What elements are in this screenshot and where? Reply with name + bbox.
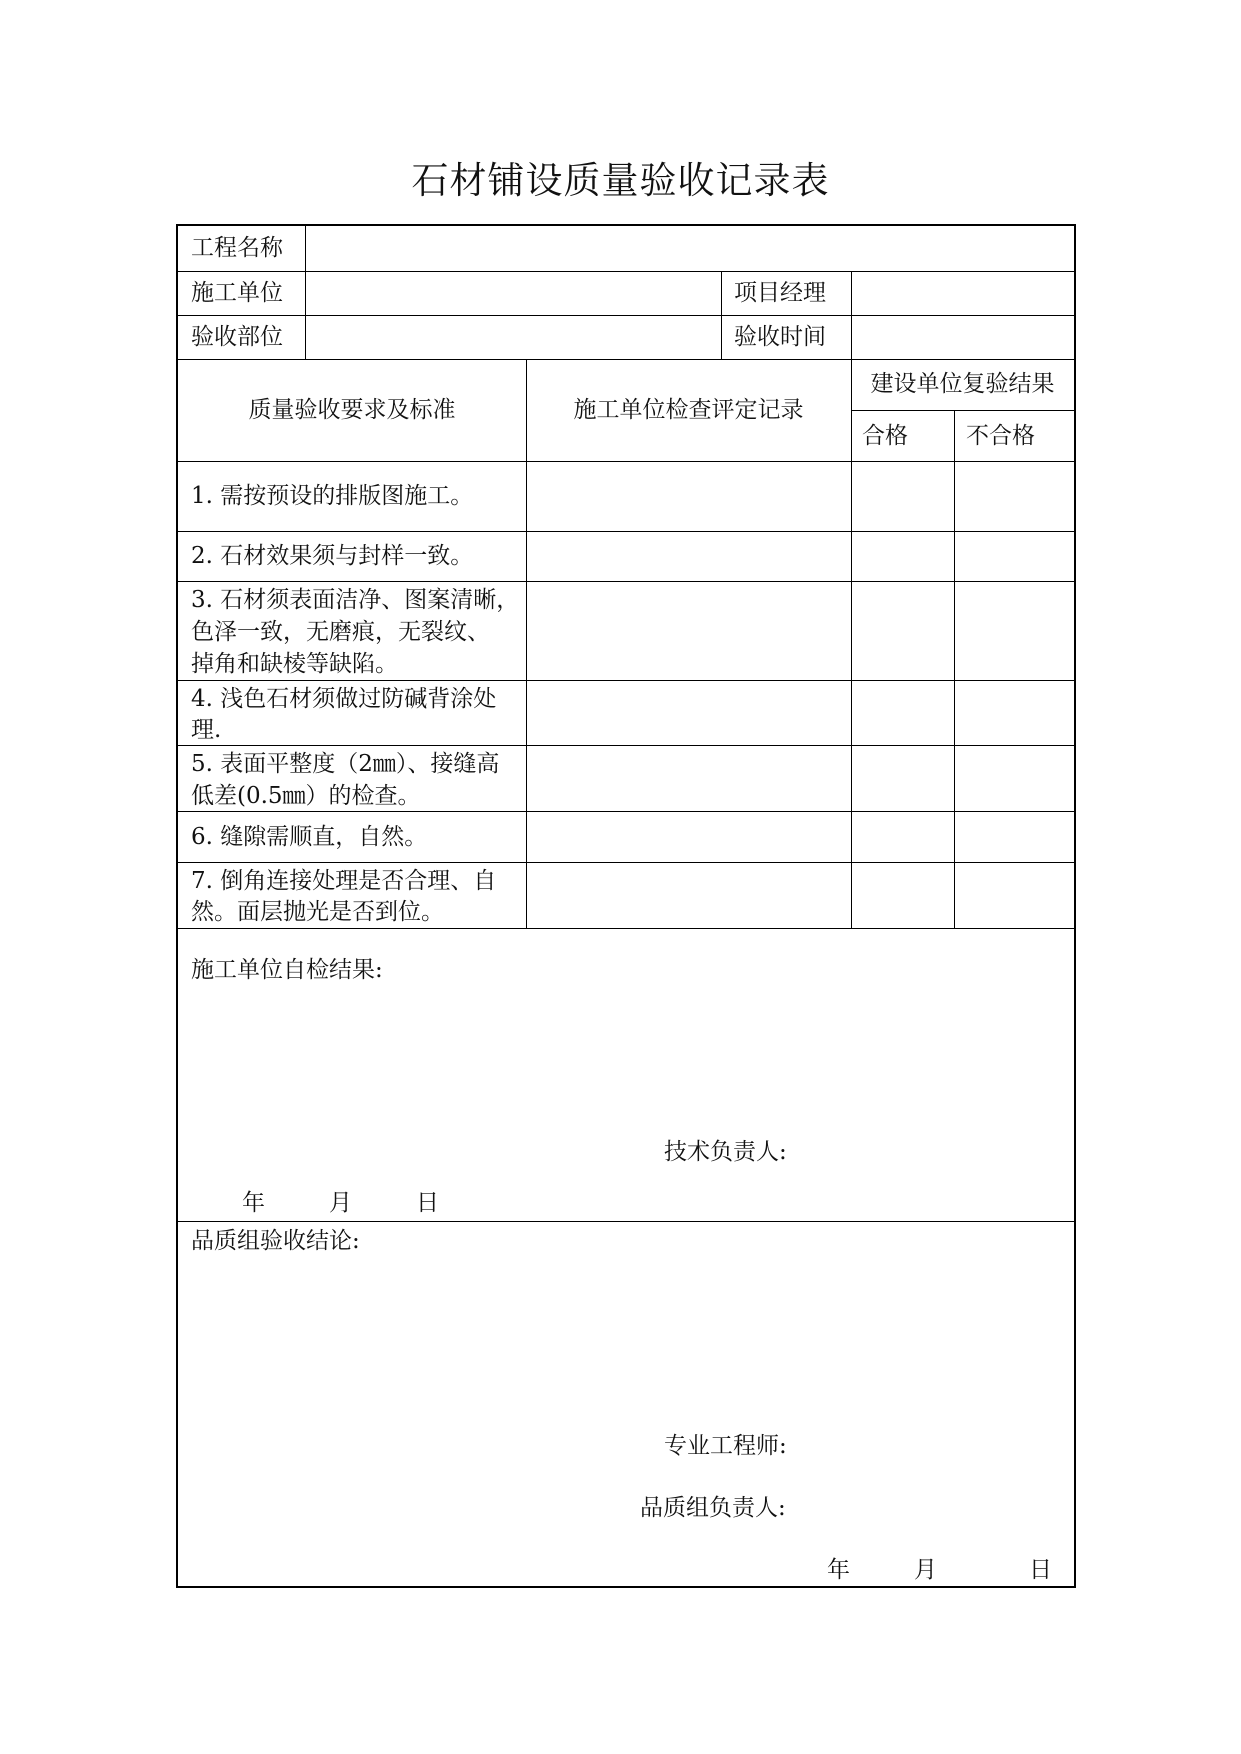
page-title: 石材铺设质量验收记录表 xyxy=(411,159,830,202)
row-divider xyxy=(178,680,1074,681)
quality-group-month: 月 xyxy=(914,1557,937,1583)
requirement-item: 1. 需按预设的排版图施工。 xyxy=(191,483,474,509)
requirement-item: 6. 缝隙需顺直，自然。 xyxy=(191,824,428,850)
project-manager-label: 项目经理 xyxy=(734,280,826,306)
fail-header: 不合格 xyxy=(966,423,1035,449)
quality-group-year: 年 xyxy=(827,1557,850,1583)
requirement-item: 然。面层抛光是否到位。 xyxy=(191,899,444,925)
row-divider xyxy=(178,271,1074,272)
quality-group-day: 日 xyxy=(1029,1557,1052,1583)
col-divider xyxy=(954,410,955,928)
self-check-year: 年 xyxy=(242,1190,265,1216)
row-divider xyxy=(178,862,1074,863)
requirement-item: 5. 表面平整度（2㎜）、接缝高 xyxy=(191,751,500,777)
requirement-item: 7. 倒角连接处理是否合理、自 xyxy=(191,868,497,894)
requirement-item: 低差(0.5㎜）的检查。 xyxy=(191,783,421,809)
row-divider xyxy=(178,928,1074,929)
row-divider xyxy=(178,359,1074,360)
row-divider xyxy=(178,531,1074,532)
quality-lead-label: 品质组负责人: xyxy=(640,1495,786,1521)
row-divider xyxy=(178,1221,1074,1222)
pass-header: 合格 xyxy=(862,423,908,449)
requirement-item: 理. xyxy=(191,717,222,743)
self-check-month: 月 xyxy=(329,1190,352,1216)
row-divider xyxy=(178,461,1074,462)
acceptance-time-label: 验收时间 xyxy=(734,324,826,350)
contractor-record-header: 施工单位检查评定记录 xyxy=(573,397,804,423)
requirement-item: 掉角和缺棱等缺陷。 xyxy=(191,651,398,677)
self-check-day: 日 xyxy=(416,1190,439,1216)
acceptance-part-label: 验收部位 xyxy=(191,324,283,350)
row-divider xyxy=(178,315,1074,316)
acceptance-form-table xyxy=(176,224,1076,1588)
tech-lead-label: 技术负责人: xyxy=(664,1139,787,1165)
row-divider xyxy=(851,410,1074,411)
contractor-label: 施工单位 xyxy=(191,280,283,306)
requirement-item: 2. 石材效果须与封样一致。 xyxy=(191,543,474,569)
engineer-label: 专业工程师: xyxy=(664,1433,787,1459)
col-divider xyxy=(526,359,527,928)
col-divider xyxy=(305,226,306,359)
col-divider xyxy=(721,271,722,359)
row-divider xyxy=(178,581,1074,582)
self-check-label: 施工单位自检结果: xyxy=(191,957,383,983)
requirements-header: 质量验收要求及标准 xyxy=(248,397,456,423)
quality-group-label: 品质组验收结论: xyxy=(191,1228,360,1254)
project-name-label: 工程名称 xyxy=(191,235,283,261)
requirement-item: 色泽一致，无磨痕，无裂纹、 xyxy=(191,619,490,645)
requirement-item: 4. 浅色石材须做过防碱背涂处 xyxy=(191,686,497,712)
owner-recheck-header: 建设单位复验结果 xyxy=(870,371,1055,397)
row-divider xyxy=(178,745,1074,746)
requirement-item: 3. 石材须表面洁净、图案清晰， xyxy=(191,587,520,613)
